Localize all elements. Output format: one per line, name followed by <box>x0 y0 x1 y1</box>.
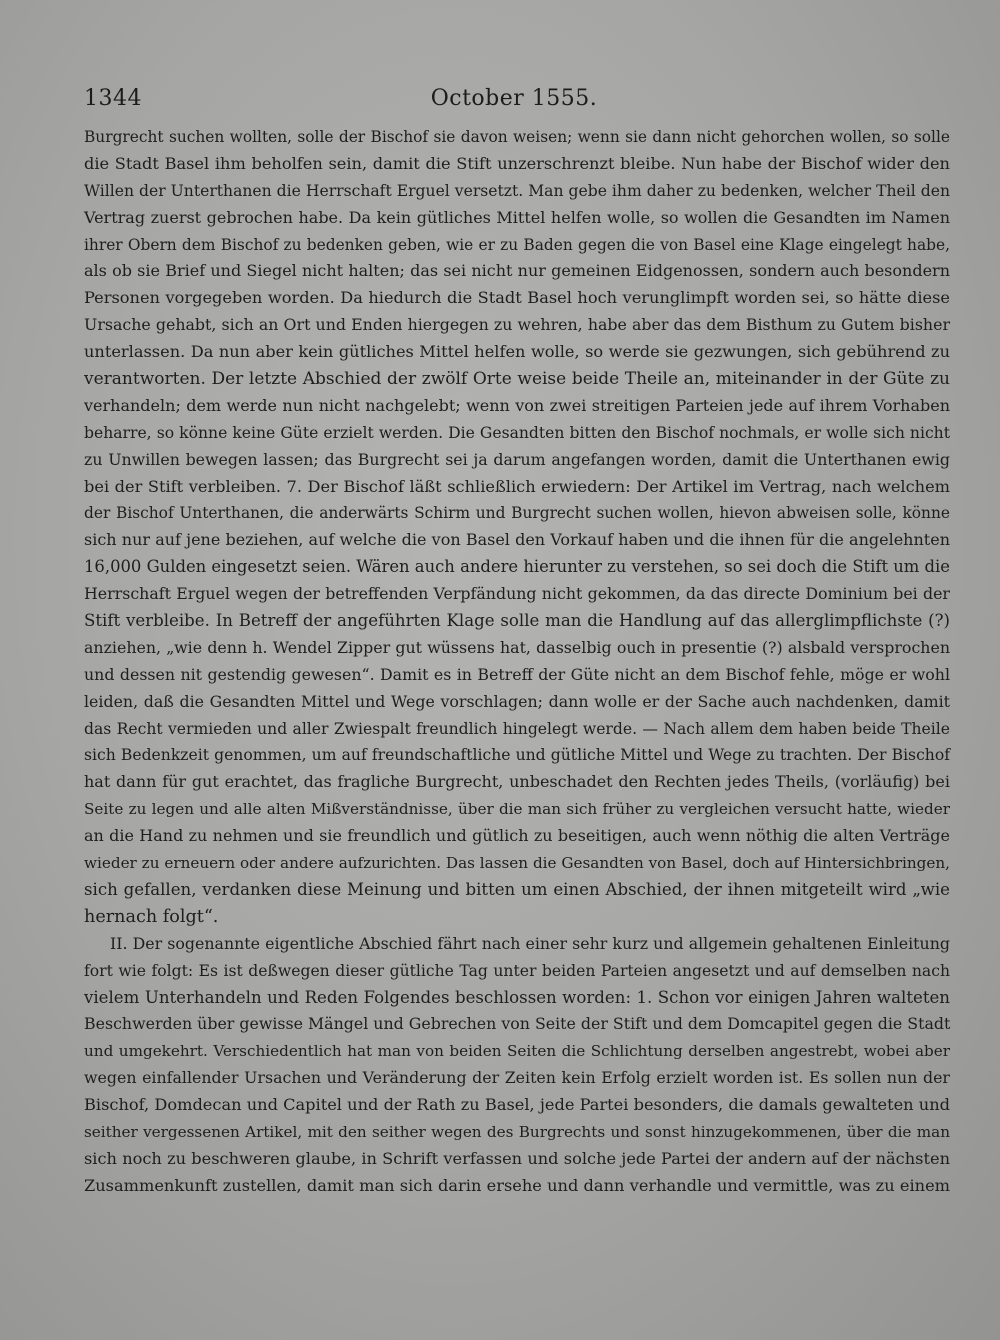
text-line: Personen vorgegeben worden. Da hiedurch die Stadt Basel hoch verunglimpft worden sei, so hätte diese <box>84 288 950 308</box>
text-line: an die Hand zu nehmen und sie freundlich und gütlich zu beseitigen, auch wenn nöthig die alten Verträge <box>84 826 950 846</box>
text-line: hernach folgt“. <box>84 906 219 927</box>
text-line: und dessen nit gestendig gewesen“. Damit es in Betreff der Güte nicht an dem Bischof fehle, möge er wohl <box>84 664 950 684</box>
text-line: seither vergessenen Artikel, mit den seither wegen des Burgrechts und sonst hinzugekommenen, über die man <box>84 1122 950 1141</box>
text-line: Beschwerden über gewisse Mängel und Gebrechen von Seite der Stift und dem Domcapitel gegen die Stadt <box>84 1014 951 1034</box>
text-line: anziehen, „wie denn h. Wendel Zipper gut wüssens hat, dasselbig ouch in presentie (?) alsbald versprochen <box>84 637 950 657</box>
text-line: sich nur auf jene beziehen, auf welche die von Basel den Vorkauf haben und die ihnen für die angelehnten <box>84 530 950 550</box>
text-line: Seite zu legen und alle alten Mißverständnisse, über die man sich früher zu vergleichen versucht hatte, wieder <box>84 800 950 819</box>
text-line: bei der Stift verbleiben. 7. Der Bischof läßt schließlich erwiedern: Der Artikel im Vertrag, nach welchem <box>84 476 950 496</box>
page-header <box>84 86 950 116</box>
text-line: sich noch zu beschweren glaube, in Schrift verfassen und solche jede Partei der andern auf der nächsten <box>84 1148 950 1168</box>
text-line: unterlassen. Da nun aber kein gütliches Mittel helfen wolle, so werde sie gezwungen, sich gebührend zu <box>84 342 950 362</box>
text-line: leiden, daß die Gesandten Mittel und Wege vorschlagen; dann wolle er der Sache auch nachdenken, damit <box>84 691 950 711</box>
text-line: sich gefallen, verdanken diese Meinung und bitten um einen Abschied, der ihnen mitgeteilt wird „wie <box>84 879 950 899</box>
text-line: Stift verbleibe. In Betreff der angeführten Klage solle man die Handlung auf das allerglimpflichste (?) <box>84 611 950 631</box>
text-line: Ursache gehabt, sich an Ort und Enden hiergegen zu wehren, habe aber das dem Bisthum zu Gutem bisher <box>84 315 950 335</box>
text-line: vielem Unterhandeln und Reden Folgendes beschlossen worden: 1. Schon vor einigen Jahren walteten <box>84 987 950 1007</box>
text-line: sich Bedenkzeit genommen, um auf freundschaftliche und gütliche Mittel und Wege zu trachten. Der Bischof <box>84 746 950 765</box>
text-line: beharre, so könne keine Güte erzielt werden. Die Gesandten bitten den Bischof nochmals, er wolle sich nicht <box>84 423 950 442</box>
text-line: Zusammenkunft zustellen, damit man sich darin ersehe und dann verhandle und vermittle, was zu einem <box>84 1175 950 1195</box>
text-line: das Recht vermieden und aller Zwiespalt freundlich hingelegt werde. — Nach allem dem haben beide Theile <box>84 719 950 738</box>
text-line: und umgekehrt. Verschiedentlich hat man von beiden Seiten die Schlichtung derselben angestrebt, wobei aber <box>84 1042 950 1061</box>
text-line: 16,000 Gulden eingesetzt seien. Wären auch andere hierunter zu verstehen, so sei doch die Stift um die <box>84 557 950 577</box>
text-line: verhandeln; dem werde nun nicht nachgelebt; wenn von zwei streitigen Parteien jede auf ihrem Vorhaben <box>84 395 950 415</box>
page-number: 1344 <box>84 86 142 111</box>
text-line: Herrschaft Erguel wegen der betreffenden Verpfändung nicht gekommen, da das directe Dominium bei der <box>84 584 950 604</box>
text-line: die Stadt Basel ihm beholfen sein, damit die Stift unzerschrenzt bleibe. Nun habe der Bischof wider den <box>84 153 950 173</box>
text-line: verantworten. Der letzte Abschied der zwölf Orte weise beide Theile an, miteinander in der Güte zu <box>84 369 950 390</box>
text-line: Vertrag zuerst gebrochen habe. Da kein gütliches Mittel helfen wolle, so wollen die Gesandten im Namen <box>84 207 950 227</box>
text-line: ihrer Obern dem Bischof zu bedenken geben, wie er zu Baden gegen die von Basel eine Klage eingelegt habe, <box>84 235 950 254</box>
text-line: II. Der sogenannte eigentliche Abschied fährt nach einer sehr kurz und allgemein gehaltenen Einleitung <box>110 933 950 953</box>
text-line: hat dann für gut erachtet, das fragliche Burgrecht, unbeschadet den Rechten jedes Theils, (vorläufig) bei <box>84 772 950 792</box>
text-line: wegen einfallender Ursachen und Veränderung der Zeiten kein Erfolg erzielt worden ist. Es sollen nun der <box>84 1068 950 1088</box>
text-line: der Bischof Unterthanen, die anderwärts Schirm und Burgrecht suchen wollen, hievon abweisen solle, könne <box>84 504 950 523</box>
body-text <box>84 124 950 1200</box>
text-line: wieder zu erneuern oder andere aufzurichten. Das lassen die Gesandten von Basel, doch auf Hintersichbringen, <box>84 854 950 873</box>
text-line: als ob sie Brief und Siegel nicht halten; das sei nicht nur gemeinen Eidgenossen, sondern auch besondern <box>84 261 950 281</box>
text-line: zu Unwillen bewegen lassen; das Burgrecht sei ja darum angefangen worden, damit die Unterthanen ewig <box>84 449 950 469</box>
running-head: October 1555. <box>430 86 598 111</box>
text-line: fort wie folgt: Es ist deßwegen dieser gütliche Tag unter beiden Parteien angesetzt und auf demselben nach <box>84 961 950 980</box>
text-line: Burgrecht suchen wollten, solle der Bischof sie davon weisen; wenn sie dann nicht gehorchen wollen, so solle <box>84 128 950 146</box>
text-line: Willen der Unterthanen die Herrschaft Erguel versetzt. Man gebe ihm daher zu bedenken, welcher Theil den <box>84 181 950 200</box>
text-line: Bischof, Domdecan und Capitel und der Rath zu Basel, jede Partei besonders, die damals gewalteten und <box>84 1095 950 1115</box>
